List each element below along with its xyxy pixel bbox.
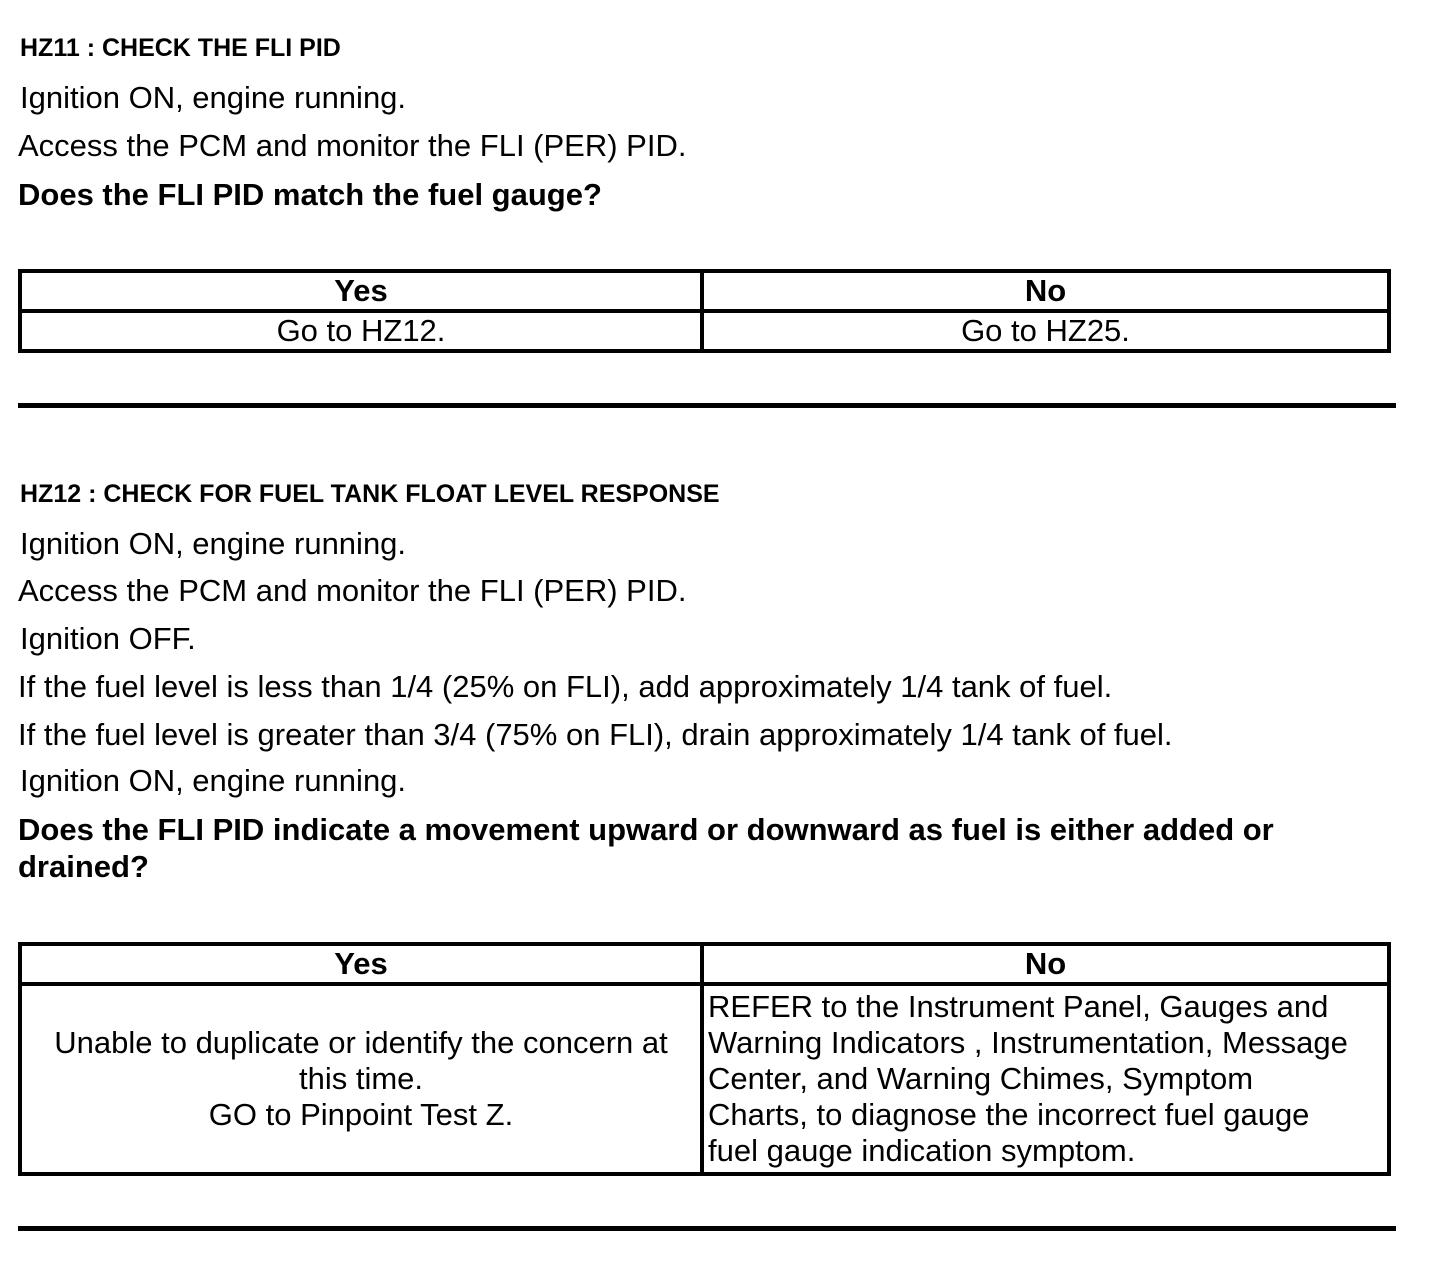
step-instruction: Ignition OFF. <box>20 621 196 656</box>
yes-header: Yes <box>20 271 702 311</box>
step-instruction: If the fuel level is greater than 3/4 (75% on FLI), drain approximately 1/4 tank of fuel. <box>18 717 1173 752</box>
step-question: Does the FLI PID match the fuel gauge? <box>18 177 602 212</box>
step-instruction: Ignition ON, engine running. <box>20 526 407 561</box>
step-question: Does the FLI PID indicate a movement upward or downward as fuel is either added or drained? <box>18 812 1274 884</box>
step-instruction: Ignition ON, engine running. <box>20 80 407 115</box>
step-instruction: If the fuel level is less than 1/4 (25% on FLI), add approximately 1/4 tank of fuel. <box>18 669 1113 704</box>
yes-cell: Go to HZ12. <box>20 311 702 351</box>
result-table <box>18 942 1391 1176</box>
table-row <box>20 311 1389 351</box>
no-header: No <box>702 271 1389 311</box>
result-table <box>18 269 1391 353</box>
step-instruction: Access the PCM and monitor the FLI (PER) PID. <box>18 573 687 608</box>
no-header: No <box>702 944 1389 984</box>
no-cell <box>702 984 1389 1174</box>
yes-cell-line: GO to Pinpoint Test Z. <box>208 1097 514 1132</box>
step-instruction: Ignition ON, engine running. <box>20 763 407 798</box>
no-cell-line: REFER to the Instrument Panel, Gauges and <box>708 989 1329 1024</box>
yes-cell <box>20 984 702 1174</box>
no-cell-line: fuel gauge indication symptom. <box>708 1133 1136 1168</box>
no-cell-line: Warning Indicators , Instrumentation, Message <box>708 1025 1348 1060</box>
table-header-row <box>20 271 1389 311</box>
table-row <box>20 984 1389 1174</box>
step-instruction: Access the PCM and monitor the FLI (PER) PID. <box>18 128 687 163</box>
yes-cell-line: this time. <box>298 1061 424 1096</box>
table-header-row <box>20 944 1389 984</box>
step-title: HZ12 : CHECK FOR FUEL TANK FLOAT LEVEL RESPONSE <box>20 480 720 508</box>
no-cell: Go to HZ25. <box>702 311 1389 351</box>
section-divider <box>18 403 1396 408</box>
no-cell-line: Charts, to diagnose the incorrect fuel gauge <box>708 1097 1310 1132</box>
yes-header: Yes <box>20 944 702 984</box>
no-cell-line: Center, and Warning Chimes, Symptom <box>708 1061 1254 1096</box>
step-title: HZ11 : CHECK THE FLI PID <box>20 34 341 62</box>
section-divider <box>18 1226 1396 1231</box>
yes-cell-line: Unable to duplicate or identify the concern at <box>54 1025 668 1060</box>
